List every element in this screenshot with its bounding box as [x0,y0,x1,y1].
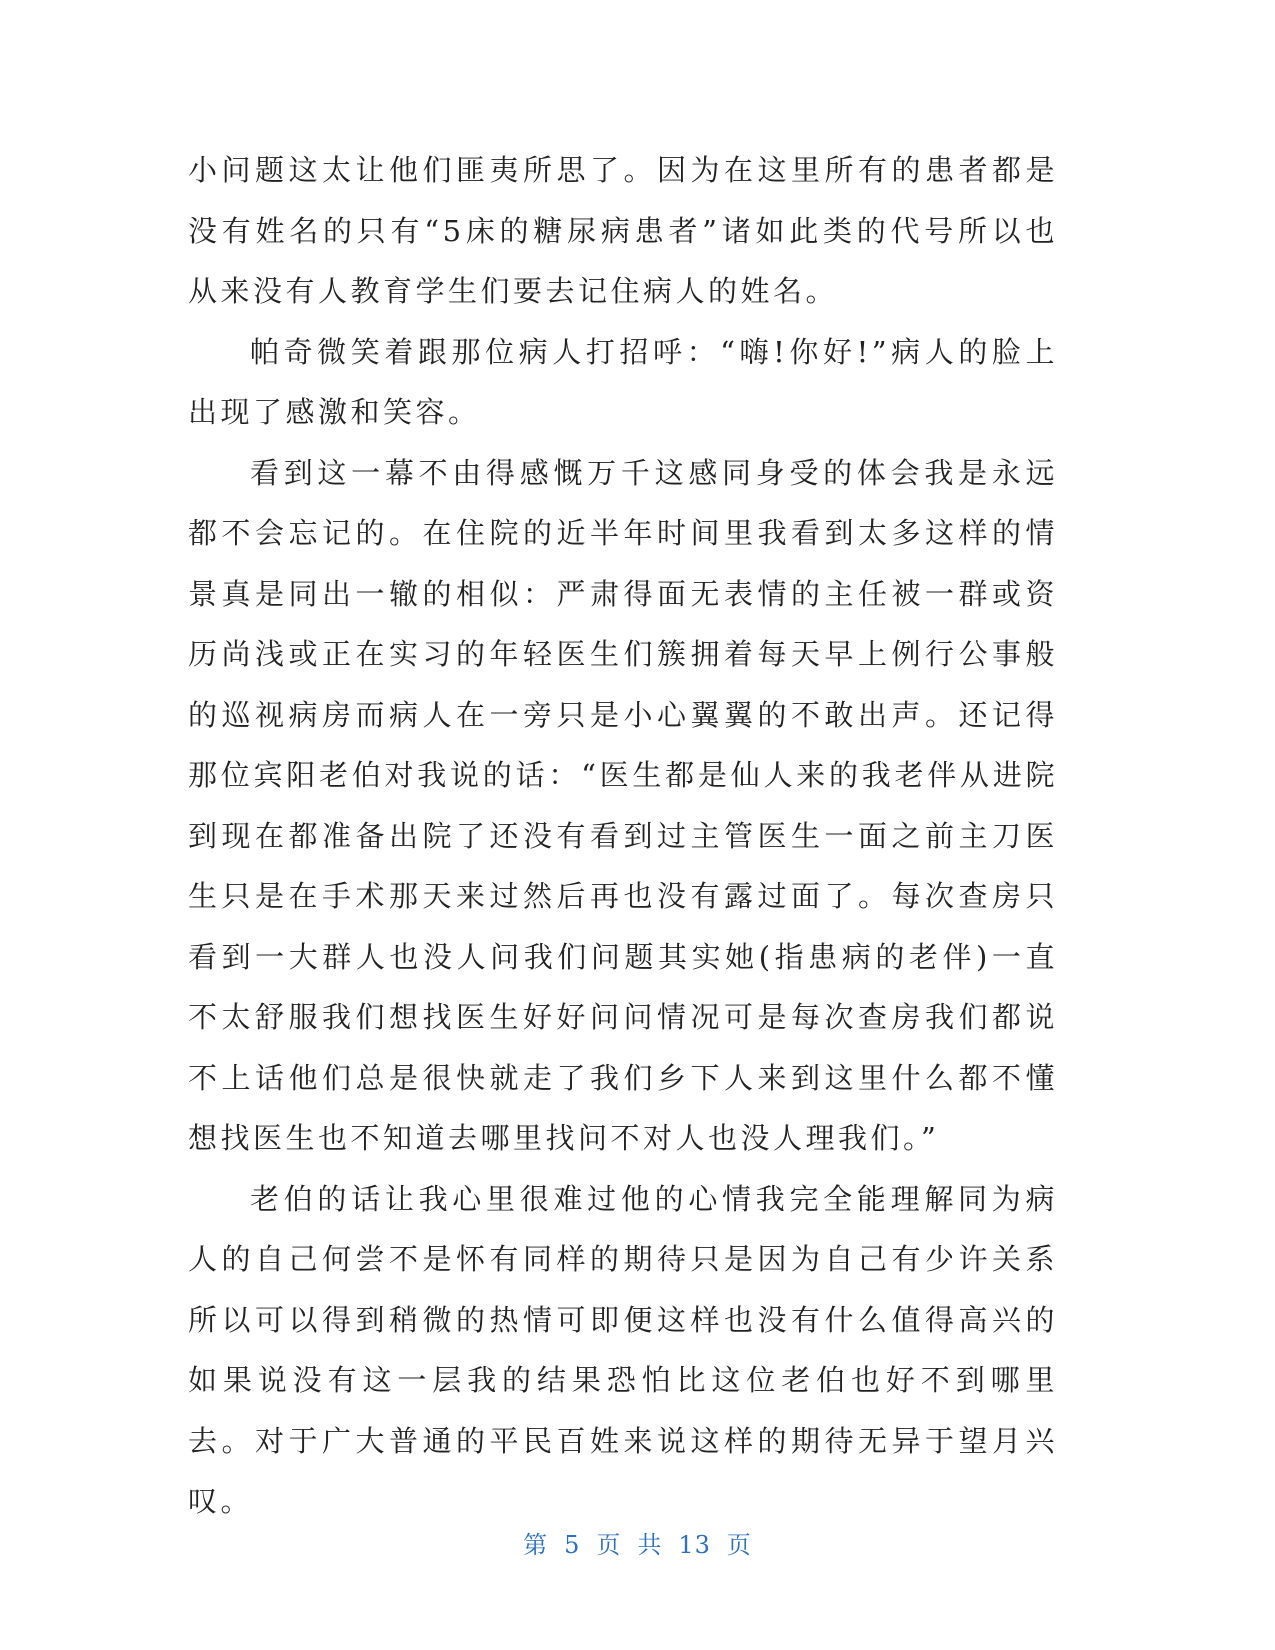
paragraph-1: 小问题这太让他们匪夷所思了。因为在这里所有的患者都是没有姓名的只有“5床的糖尿病患者”诸如此类的代号所以也从来没有人教育学生们要去记住病人的姓名。 [188,153,1058,308]
footer-ye-label: 页 [596,1531,622,1559]
page-footer [0,1525,1275,1560]
total-page-count: 13 [678,1531,711,1559]
paragraph-3: 看到这一幕不由得感慨万千这感同身受的体会我是永远都不会忘记的。在住院的近半年时间里我看到太多这样的情景真是同出一辙的相似：严肃得面无表情的主任被一群或资历尚浅或正在实习的年轻医生们簇拥着每天早上例行公事般的巡视病房而病人在一旁只是小心翼翼的不敢出声。还记得那位宾阳老伯对我说的话：“医生都是仙人来的我老伴从进院到现在都准备出院了还没有看到过主管医生一面之前主刀医生只是在手术那天来过然后再也没有露过面了。每次查房只看到一大群人也没人问我们问题其实她(指患病的老伴)一直不太舒服我们想找医生好好问问情况可是每次查房我们都说不上话他们总是很快就走了我们乡下人来到这里什么都不懂想找医生也不知道去哪里找问不对人也没人理我们。” [188,455,1058,1155]
footer-gong-label: 共 [637,1531,663,1559]
paragraph-4: 老伯的话让我心里很难过他的心情我完全能理解同为病人的自己何尝不是怀有同样的期待只是因为自己有少许关系所以可以得到稍微的热情可即便这样也没有什么值得高兴的如果说没有这一层我的结果恐怕比这位老伯也好不到哪里去。对于广大普通的平民百姓来说这样的期待无异于望月兴叹。 [188,1181,1058,1518]
paragraph-2: 帕奇微笑着跟那位病人打招呼：“嗨!你好!”病人的脸上出现了感激和笑容。 [188,334,1058,429]
footer-ye2-label: 页 [726,1531,752,1559]
document-body [188,140,1058,1532]
current-page-number: 5 [564,1531,581,1559]
footer-di-label: 第 [523,1531,549,1559]
